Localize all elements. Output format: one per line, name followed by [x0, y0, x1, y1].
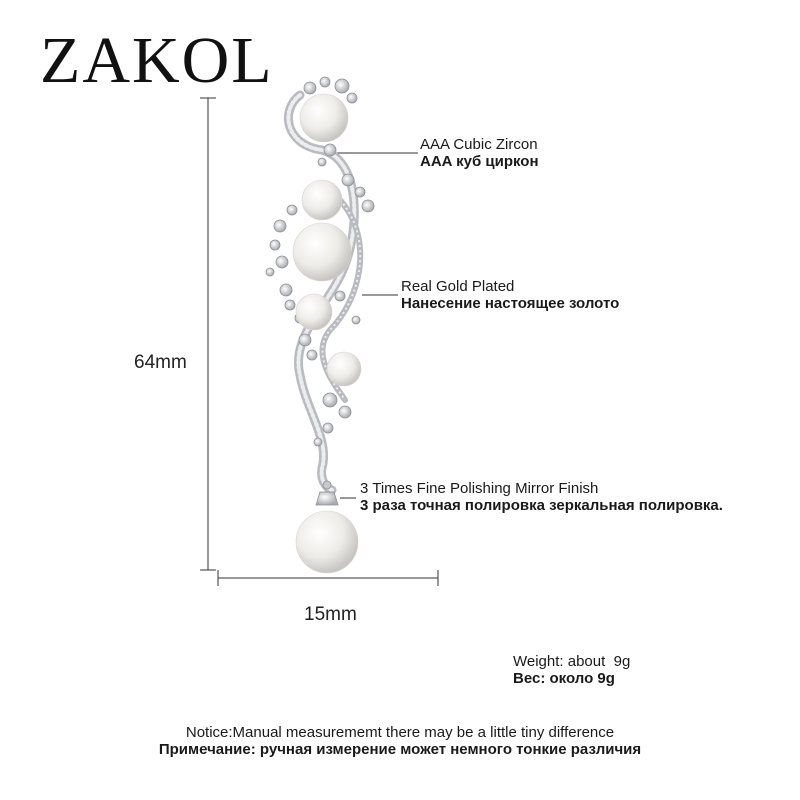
callout-polish-en: 3 Times Fine Polishing Mirror Finish [360, 480, 599, 497]
callout-gold-ru: Нанесение настоящее золото [401, 295, 620, 312]
callout-polish [360, 480, 723, 514]
height-label: 64mm [134, 352, 187, 373]
brand-logo: ZAKOL [40, 24, 274, 97]
measurement-notice [0, 724, 800, 758]
callout-gold [401, 278, 619, 312]
weight-ru: Вес: около 9g [513, 670, 615, 687]
earring-body [266, 77, 374, 573]
callout-zircon-ru: AAA куб циркон [420, 153, 539, 170]
callout-zircon [420, 136, 539, 170]
height-dimension-line [200, 98, 216, 570]
weight-en: Weight: about 9g [513, 653, 631, 670]
notice-ru: Примечание: ручная измерение может немного тонкие различия [158, 741, 642, 758]
callout-gold-en: Real Gold Plated [401, 278, 515, 295]
weight-info [513, 653, 630, 687]
notice-en: Notice:Manual measurememt there may be a little tiny difference [185, 724, 615, 741]
width-label: 15mm [304, 604, 357, 625]
callout-polish-ru: 3 раза точная полировка зеркальная полировка. [360, 497, 723, 514]
callout-zircon-en: AAA Cubic Zircon [420, 136, 538, 153]
